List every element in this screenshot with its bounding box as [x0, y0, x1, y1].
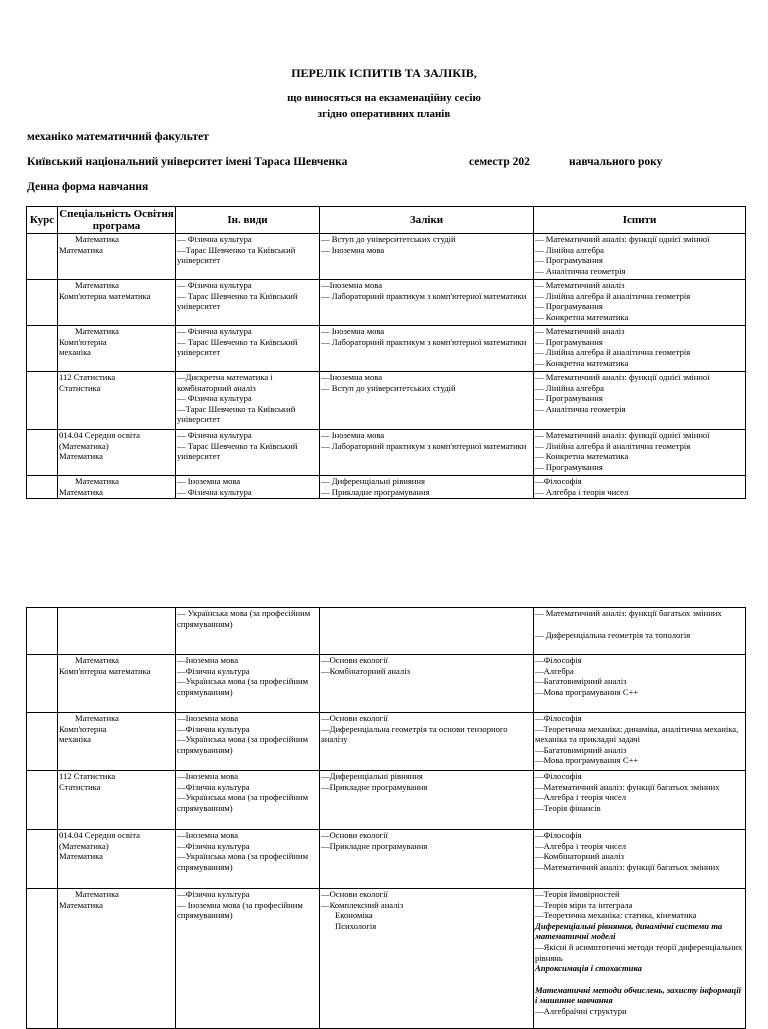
- ispyt-item: —Багатовимірний аналіз: [535, 744, 627, 755]
- ispyt-item: — Лінійна алгебра: [535, 382, 604, 393]
- zalik-item: — Вступ до університетських студій: [321, 382, 456, 393]
- other-item: —Іноземна мова: [177, 830, 239, 840]
- zalik-item: —Диференціальна геометрія та основи тензорного аналізу: [321, 723, 508, 745]
- spec-line: Математика: [59, 899, 103, 910]
- ispyt-item: —Алгебра і теорія чисел: [535, 792, 627, 803]
- ispyty-cell: [534, 372, 746, 430]
- spec-line: Комп'ютерна: [59, 723, 107, 734]
- spec-cell: [58, 655, 176, 713]
- ispyt-item: — Лінійна алгебра й аналітична геометрія: [535, 347, 691, 358]
- spec-line: Математика: [75, 280, 119, 290]
- zalik-item: —Основи екології: [321, 830, 388, 840]
- zaliky-cell: [320, 430, 534, 476]
- other-item: —Іноземна мова: [177, 713, 239, 723]
- zaliky-cell: [320, 713, 534, 771]
- spec-cell: [58, 326, 176, 372]
- zaliky-cell: [320, 234, 534, 280]
- ispyt-item: — Програмування: [535, 461, 603, 472]
- zaliky-cell: [320, 889, 534, 1029]
- ispyt-item: — Аналітична геометрія: [535, 403, 626, 414]
- spec-line: Комп'ютерна математика: [59, 290, 151, 301]
- ispyt-item: — Програмування: [535, 336, 603, 347]
- header-ispyty: Іспити: [534, 207, 746, 234]
- header-spec: Спеціальність Освітня програма: [59, 208, 174, 232]
- university-line: [27, 156, 662, 168]
- other-item: —Дискретна математика і комбінаторний аналіз: [177, 372, 273, 393]
- table-row: [27, 430, 746, 476]
- spec-line: механіка: [59, 734, 91, 745]
- zaliky-cell: [320, 608, 534, 655]
- kurs-cell: [27, 430, 58, 476]
- ispyt-item: —Теоретична механіка: статика, кінематика: [535, 910, 697, 921]
- other-item: — Іноземна мова: [177, 476, 241, 486]
- zalik-item: — Лабораторний практикум з комп'ютерної математики: [321, 336, 527, 347]
- zalik-item: —Комбінаторний аналіз: [321, 665, 410, 676]
- other-cell: [176, 608, 320, 655]
- other-item: — Фізична культура: [177, 430, 252, 440]
- zaliky-cell: [320, 771, 534, 830]
- table-row: [27, 372, 746, 430]
- ispyt-item: — Математичний аналіз: [535, 280, 625, 290]
- study-form-line: Денна форма навчання: [27, 181, 149, 193]
- zaliky-cell: [320, 372, 534, 430]
- spec-line: Математика: [75, 476, 119, 486]
- other-item: — Тарас Шевченко та Київський університет: [177, 290, 298, 312]
- zalik-item: — Іноземна мова: [321, 244, 385, 255]
- spec-line: Статистика: [59, 781, 101, 792]
- header-other: Ін. види: [176, 207, 320, 234]
- spec-cell: [58, 280, 176, 326]
- other-cell: [176, 830, 320, 889]
- ispyty-cell: [534, 655, 746, 713]
- spec-line: механіка: [59, 347, 91, 358]
- spec-cell: [58, 608, 176, 655]
- ispyt-item: — Математичний аналіз: [535, 326, 625, 336]
- other-item: — Фізична культура: [177, 393, 252, 404]
- page-title: ПЕРЕЛІК ІСПИТІВ ТА ЗАЛІКІВ,: [291, 66, 477, 80]
- table-row: [27, 234, 746, 280]
- header-zaliky: Заліки: [320, 207, 534, 234]
- zalik-item: Психологія: [335, 920, 377, 931]
- table-row: [27, 713, 746, 771]
- ispyt-item: —Філософія: [535, 771, 582, 781]
- other-item: — Фізична культура: [177, 486, 252, 497]
- spec-line: Статистика: [59, 382, 101, 393]
- page-subtitle-2: згідно оперативних планів: [317, 108, 451, 120]
- other-cell: [176, 280, 320, 326]
- other-item: —Іноземна мова: [177, 771, 239, 781]
- zalik-item: — Вступ до університетських студій: [321, 234, 456, 244]
- other-item: —Фізична культура: [177, 781, 250, 792]
- ispyt-item: — Програмування: [535, 255, 603, 266]
- other-cell: [176, 476, 320, 499]
- spec-cell: [58, 372, 176, 430]
- semester-label: семестр 202: [469, 156, 530, 168]
- other-item: — Фізична культура: [177, 234, 252, 244]
- spec-cell: [58, 476, 176, 499]
- zaliky-cell: [320, 326, 534, 372]
- zalik-item: —Основи екології: [321, 655, 388, 665]
- table-row: [27, 655, 746, 713]
- spec-cell: [58, 430, 176, 476]
- zalik-item: Економіка: [335, 910, 373, 921]
- table-row: [27, 280, 746, 326]
- other-item: — Іноземна мова (за професійним спрямуванням): [177, 899, 303, 921]
- ispyty-cell: [534, 713, 746, 771]
- kurs-cell: [27, 889, 58, 1029]
- ispyt-item: —Мова програмування С++: [535, 755, 639, 766]
- other-item: —Фізична культура: [177, 665, 250, 676]
- ispyt-item: —Теорія міри та інтеграла: [535, 899, 633, 910]
- spec-line: Математика: [75, 655, 119, 665]
- kurs-cell: [27, 655, 58, 713]
- ispyt-item: — Програмування: [535, 393, 603, 404]
- zalik-item: — Диференціальні рівняння: [321, 476, 425, 486]
- kurs-cell: [27, 476, 58, 499]
- ispyty-cell: [534, 234, 746, 280]
- ispyt-item: —Комбінаторний аналіз: [535, 851, 624, 862]
- header-kurs: Курс: [27, 207, 58, 234]
- other-item: —Фізична культура: [177, 723, 250, 734]
- table-row: [27, 830, 746, 889]
- page-subtitle: що виносяться на екзаменаційну сесію: [287, 92, 481, 104]
- other-item: — Тарас Шевченко та Київський університет: [177, 440, 298, 462]
- spec-line: Математика: [59, 486, 103, 497]
- ispyt-item: —Філософія: [535, 830, 582, 840]
- ispyt-item: —Математичний аналіз: функції багатьох змінних: [535, 781, 720, 792]
- ispyt-item: — Диференціальна геометрія та топологія: [535, 629, 691, 640]
- kurs-cell: [27, 713, 58, 771]
- spec-line: Математика: [59, 244, 103, 255]
- zaliky-cell: [320, 476, 534, 499]
- other-item: —Українська мова (за професійним спрямуванням): [177, 792, 309, 813]
- ispyt-item: —Математичний аналіз: функції багатьох змінних: [535, 861, 720, 872]
- other-item: — Фізична культура: [177, 326, 252, 336]
- spec-line: Комп'ютерна: [59, 336, 107, 347]
- zalik-item: —Основи екології: [321, 889, 388, 899]
- zalik-item: —Прикладне програмування: [321, 781, 428, 792]
- faculty-line: механіко математичний факультет: [27, 131, 209, 143]
- zaliky-cell: [320, 830, 534, 889]
- spec-cell: [58, 713, 176, 771]
- spec-cell: [58, 830, 176, 889]
- ispyt-item: —Теорія фінансів: [535, 802, 601, 813]
- spec-line: Математика: [75, 326, 119, 336]
- kurs-cell: [27, 830, 58, 889]
- ispyty-cell: [534, 889, 746, 1029]
- ispyt-item: —Філософія: [535, 476, 582, 486]
- other-item: —Українська мова (за професійним спрямуванням): [177, 851, 309, 872]
- ispyt-item: — Аналітична геометрія: [535, 265, 626, 276]
- zaliky-cell: [320, 280, 534, 326]
- ispyt-item: —Мова програмування С++: [535, 686, 639, 697]
- other-item: — Тарас Шевченко та Київський університет: [177, 336, 298, 358]
- spec-line: Комп'ютерна математика: [59, 665, 151, 676]
- ispyt-item: —Алгебра і теорія чисел: [535, 840, 627, 851]
- spec-line: Математика: [59, 851, 103, 862]
- table-row: [27, 608, 746, 655]
- exam-table-2: [26, 607, 746, 1029]
- spec-cell: [58, 771, 176, 830]
- other-cell: [176, 430, 320, 476]
- other-cell: [176, 713, 320, 771]
- table-row: [27, 476, 746, 499]
- ispyt-item: — Конкретна математика: [535, 357, 629, 368]
- other-cell: [176, 655, 320, 713]
- other-item: — Українська мова (за професійним спрямуванням): [177, 608, 311, 629]
- spec-line: Математика: [75, 713, 119, 723]
- ispyty-cell: [534, 771, 746, 830]
- spec-line: Математика: [75, 889, 119, 899]
- ispyt-item: —Якісні й асимптотичні методи теорії диференціальних рівнянь: [535, 941, 743, 963]
- ispyt-item: — Лінійна алгебра й аналітична геометрія: [535, 290, 691, 301]
- other-item: —Українська мова (за професійним спрямуванням): [177, 676, 309, 697]
- zalik-item: — Іноземна мова: [321, 430, 385, 440]
- ispyty-cell: [534, 430, 746, 476]
- university-name: Київський національний університет імені Тараса Шевченка: [27, 156, 348, 168]
- zalik-item: —Основи екології: [321, 713, 388, 723]
- spec-cell: [58, 234, 176, 280]
- year-label: навчального року: [569, 156, 663, 168]
- kurs-cell: [27, 771, 58, 830]
- table-row: [27, 771, 746, 830]
- ispyt-item: —Багатовимірний аналіз: [535, 676, 627, 687]
- other-cell: [176, 771, 320, 830]
- ispyt-item: — Алгебра і теорія чисел: [535, 486, 629, 497]
- ispyt-item: — Конкретна математика: [535, 311, 629, 322]
- ispyty-cell: [534, 280, 746, 326]
- other-cell: [176, 889, 320, 1029]
- zalik-item: — Лабораторний практикум з комп'ютерної математики: [321, 440, 527, 451]
- exam-table-1: [26, 206, 746, 499]
- ispyt-item: — Програмування: [535, 301, 603, 312]
- ispyt-item: —Теорія ймовірностей: [535, 889, 620, 899]
- other-item: — Фізична культура: [177, 280, 252, 290]
- spec-cell: [58, 889, 176, 1029]
- zaliky-cell: [320, 655, 534, 713]
- zalik-item: —Диференціальні рівняння: [321, 771, 423, 781]
- other-item: —Фізична культура: [177, 840, 250, 851]
- spec-line: 014.04 Середня освіта (Математика): [59, 830, 140, 851]
- other-item: —Тарас Шевченко та Київський університет: [177, 244, 296, 266]
- other-item: —Українська мова (за професійним спрямуванням): [177, 734, 309, 755]
- zalik-item: — Прикладне програмування: [321, 486, 430, 497]
- zalik-item: —Іноземна мова: [321, 280, 383, 290]
- ispyt-item: —Філософія: [535, 655, 582, 665]
- table-row: [27, 889, 746, 1029]
- kurs-cell: [27, 372, 58, 430]
- zalik-item: —Комплексний аналіз: [321, 899, 404, 910]
- ispyt-item: —Філософія: [535, 713, 582, 723]
- other-cell: [176, 372, 320, 430]
- zalik-item: — Іноземна мова: [321, 326, 385, 336]
- kurs-cell: [27, 234, 58, 280]
- spec-line: 014.04 Середня освіта (Математика): [59, 430, 140, 451]
- table-row: [27, 326, 746, 372]
- ispyt-block-heading: Апроксимація і стохастика: [535, 963, 642, 974]
- ispyt-item: — Математичний аналіз: функції однієї змінної: [535, 234, 710, 244]
- zalik-item: — Лабораторний практикум з комп'ютерної математики: [321, 290, 527, 301]
- ispyty-cell: [534, 476, 746, 499]
- other-item: —Тарас Шевченко та Київський університет: [177, 403, 296, 425]
- other-cell: [176, 234, 320, 280]
- kurs-cell: [27, 326, 58, 372]
- spec-line: Математика: [75, 234, 119, 244]
- ispyt-item: — Лінійна алгебра: [535, 244, 604, 255]
- zalik-item: —Прикладне програмування: [321, 840, 428, 851]
- ispyt-item: — Конкретна математика: [535, 451, 629, 462]
- ispyty-cell: [534, 326, 746, 372]
- ispyt-item: — Лінійна алгебра й аналітична геометрія: [535, 440, 691, 451]
- other-item: —Фізична культура: [177, 889, 250, 899]
- ispyty-cell: [534, 608, 746, 655]
- ispyt-block-heading: Математичні методи обчислень, захисту інформації і машинне навчання: [535, 984, 741, 1006]
- ispyt-item: —Алгебра: [535, 665, 574, 676]
- ispyt-item: — Математичний аналіз: функції однієї змінної: [535, 372, 710, 382]
- ispyt-item: —Теоретична механіка: динаміка, аналітична механіка, механіка та прикладні задачі: [535, 723, 739, 745]
- spec-line: 112 Статистика: [59, 372, 116, 382]
- ispyt-item: — Математичний аналіз: функції багатьох змінних: [535, 608, 722, 618]
- ispyt-item: — Математичний аналіз: функції однієї змінної: [535, 430, 710, 440]
- zalik-item: —Іноземна мова: [321, 372, 383, 382]
- spec-line: 112 Статистика: [59, 771, 116, 781]
- ispyty-cell: [534, 830, 746, 889]
- table-header-row: [27, 207, 746, 234]
- kurs-cell: [27, 280, 58, 326]
- other-cell: [176, 326, 320, 372]
- ispyt-item: —Алгебраїчні структури: [535, 1005, 627, 1016]
- other-item: —Іноземна мова: [177, 655, 239, 665]
- spec-line: Математика: [59, 451, 103, 462]
- kurs-cell: [27, 608, 58, 655]
- ispyt-block-heading: Диференціальні рівняння, динамічні системи та математичні моделі: [535, 920, 723, 942]
